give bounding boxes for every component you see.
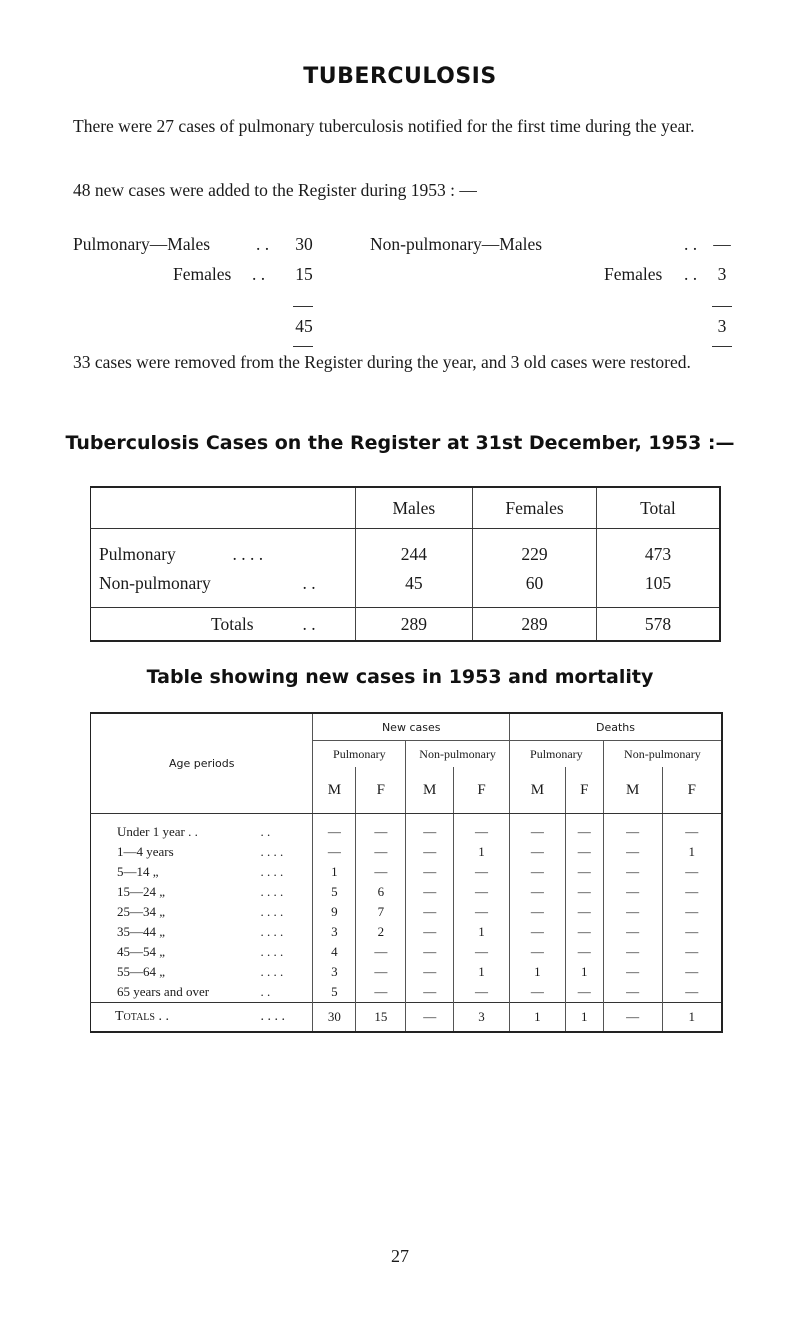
sex-header-m: M — [603, 767, 662, 814]
new-pulm-f-cell: — — [356, 842, 406, 862]
new-nonpulm-m-cell: — — [406, 882, 454, 902]
register-row-label — [91, 571, 356, 608]
register-totals-total: 578 — [596, 608, 720, 642]
totals-new-nonpulm-f: 3 — [454, 1003, 510, 1033]
sex-header-m: M — [406, 767, 454, 814]
mortality-row — [91, 982, 723, 1003]
sex-header-m: M — [313, 767, 356, 814]
deaths-pulm-m-cell: — — [509, 942, 565, 962]
deaths-pulm-f-cell: — — [565, 842, 603, 862]
new-pulm-f-cell: 6 — [356, 882, 406, 902]
leader-dots: . . . . — [260, 964, 284, 979]
mortality-body — [91, 814, 723, 1003]
nonpulmonary-females-label: Females — [604, 264, 663, 284]
deaths-nonpulm-m-cell: — — [603, 902, 662, 922]
leader-dots: . . . . — [260, 1009, 285, 1024]
leader-dots: . . — [302, 573, 316, 593]
mortality-totals-row — [91, 1003, 723, 1033]
age-period-text: 55—64 „ — [117, 964, 166, 979]
removed-paragraph: 33 cases were removed from the Register during the year, and 3 old cases were restored. — [73, 352, 691, 372]
leader-dots: . . . . — [260, 924, 284, 939]
register-header-females: Females — [473, 487, 597, 529]
age-period-cell — [91, 814, 313, 843]
deaths-nonpulm-m-cell: — — [603, 962, 662, 982]
new-nonpulm-f-cell: — — [454, 902, 510, 922]
deaths-nonpulm-f-cell: — — [662, 982, 722, 1003]
new-pulm-f-cell: 7 — [356, 902, 406, 922]
new-cases-line: 48 new cases were added to the Register during 1953 : — — [73, 180, 477, 200]
new-pulm-f-cell: 2 — [356, 922, 406, 942]
register-table — [90, 486, 721, 642]
totals-deaths-pulm-m: 1 — [509, 1003, 565, 1033]
leader-dots: . . . . — [260, 844, 284, 859]
deaths-pulm-m-cell: 1 — [509, 962, 565, 982]
register-heading: Tuberculosis Cases on the Register at 31st December, 1953 :— — [65, 432, 735, 454]
pulmonary-total-value: 45 — [295, 316, 313, 336]
new-pulm-f-cell: — — [356, 814, 406, 843]
totals-deaths-nonpulm-f: 1 — [662, 1003, 722, 1033]
new-nonpulm-f-cell: 1 — [454, 962, 510, 982]
new-pulm-m-cell: 4 — [313, 942, 356, 962]
new-pulm-f-cell: — — [356, 962, 406, 982]
new-nonpulm-m-cell: — — [406, 862, 454, 882]
age-period-text: 65 years and over — [117, 984, 210, 999]
register-cell-total: 473 — [596, 529, 720, 572]
new-pulm-m-cell: — — [313, 814, 356, 843]
register-totals-males: 289 — [355, 608, 473, 642]
register-header-males: Males — [355, 487, 473, 529]
mortality-totals-label — [91, 1003, 313, 1033]
deaths-nonpulm-f-cell: — — [662, 962, 722, 982]
age-period-text: Under 1 year . . — [117, 824, 198, 839]
totals-deaths-nonpulm-m: — — [603, 1003, 662, 1033]
register-row-label — [91, 529, 356, 572]
new-nonpulm-f-cell: — — [454, 882, 510, 902]
new-nonpulm-m-cell: — — [406, 982, 454, 1003]
new-nonpulm-f-cell: 1 — [454, 922, 510, 942]
sum-rule — [293, 306, 313, 307]
register-header-row — [91, 487, 721, 529]
new-nonpulm-m-cell: — — [406, 902, 454, 922]
totals-new-nonpulm-m: — — [406, 1003, 454, 1033]
deaths-nonpulm-f-cell: — — [662, 814, 722, 843]
new-pulm-m-cell: 5 — [313, 882, 356, 902]
mortality-row — [91, 862, 723, 882]
sum-rule — [293, 346, 313, 347]
deaths-nonpulm-f-cell: — — [662, 902, 722, 922]
row-label-text: Pulmonary — [99, 543, 176, 564]
sex-header-f: F — [565, 767, 603, 814]
age-period-cell — [91, 982, 313, 1003]
deaths-nonpulm-f-cell: — — [662, 922, 722, 942]
deaths-pulm-f-cell: — — [565, 922, 603, 942]
mortality-row — [91, 882, 723, 902]
age-period-text: 25—34 „ — [117, 904, 166, 919]
age-period-text: 5—14 „ — [117, 864, 159, 879]
mortality-row — [91, 842, 723, 862]
leader-dots: . . . . — [260, 864, 284, 879]
leader-dots: . . — [252, 264, 266, 284]
leader-dots: . . — [260, 824, 271, 839]
leader-dots: . . — [684, 234, 698, 254]
row-label-text: Non-pulmonary — [99, 573, 211, 593]
register-totals-females: 289 — [473, 608, 597, 642]
new-pulm-m-cell: 3 — [313, 922, 356, 942]
new-nonpulmonary-header: Non-pulmonary — [406, 741, 510, 768]
sum-rule — [712, 346, 732, 347]
mortality-row — [91, 962, 723, 982]
register-totals-row — [91, 608, 721, 642]
nonpulmonary-males-label: Non-pulmonary—Males — [370, 234, 543, 254]
mortality-row — [91, 814, 723, 843]
new-nonpulm-f-cell: — — [454, 982, 510, 1003]
deaths-pulm-f-cell: — — [565, 862, 603, 882]
age-period-cell — [91, 942, 313, 962]
deaths-header: Deaths — [509, 713, 722, 741]
new-pulm-f-cell: — — [356, 942, 406, 962]
page-number: 27 — [391, 1246, 409, 1266]
deaths-nonpulm-m-cell: — — [603, 862, 662, 882]
new-nonpulm-m-cell: — — [406, 962, 454, 982]
new-nonpulm-f-cell: — — [454, 942, 510, 962]
register-row-nonpulmonary — [91, 571, 721, 608]
register-cell-males: 45 — [355, 571, 473, 608]
leader-dots: . . — [260, 984, 271, 999]
pulmonary-females-value: 15 — [295, 264, 313, 284]
totals-new-pulm-m: 30 — [313, 1003, 356, 1033]
register-row-pulmonary — [91, 529, 721, 572]
age-period-cell — [91, 882, 313, 902]
new-pulm-m-cell: 5 — [313, 982, 356, 1003]
new-nonpulm-m-cell: — — [406, 842, 454, 862]
leader-dots: . . — [302, 613, 316, 634]
deaths-pulm-m-cell: — — [509, 902, 565, 922]
deaths-nonpulmonary-header: Non-pulmonary — [603, 741, 722, 768]
deaths-nonpulm-m-cell: — — [603, 922, 662, 942]
new-nonpulm-f-cell: 1 — [454, 842, 510, 862]
register-header-blank — [91, 487, 356, 529]
totals-new-pulm-f: 15 — [356, 1003, 406, 1033]
new-pulm-m-cell: 9 — [313, 902, 356, 922]
sex-header-f: F — [356, 767, 406, 814]
register-cell-females: 60 — [473, 571, 597, 608]
deaths-nonpulm-f-cell: — — [662, 862, 722, 882]
leader-dots: . . — [256, 234, 270, 254]
sex-header-f: F — [454, 767, 510, 814]
nonpulmonary-males-value: — — [713, 234, 731, 254]
register-cell-total: 105 — [596, 571, 720, 608]
register-cell-males: 244 — [355, 529, 473, 572]
leader-dots: . . — [684, 264, 698, 284]
deaths-pulm-m-cell: — — [509, 922, 565, 942]
new-pulm-m-cell: 1 — [313, 862, 356, 882]
deaths-nonpulm-m-cell: — — [603, 982, 662, 1003]
age-period-cell — [91, 862, 313, 882]
deaths-pulm-m-cell: — — [509, 982, 565, 1003]
register-cell-females: 229 — [473, 529, 597, 572]
sum-rule — [712, 306, 732, 307]
leader-dots: . . . . — [260, 904, 284, 919]
deaths-pulm-f-cell: — — [565, 902, 603, 922]
totals-label-text: Totals — [211, 613, 254, 634]
nonpulmonary-females-value: 3 — [717, 264, 727, 284]
deaths-pulm-f-cell: — — [565, 882, 603, 902]
sex-header-m: M — [509, 767, 565, 814]
deaths-pulm-f-cell: 1 — [565, 962, 603, 982]
deaths-pulm-f-cell: — — [565, 982, 603, 1003]
pulmonary-males-label: Pulmonary—Males — [73, 234, 211, 254]
deaths-pulm-m-cell: — — [509, 842, 565, 862]
deaths-pulm-m-cell: — — [509, 882, 565, 902]
age-periods-header: Age periods — [91, 713, 313, 814]
mortality-row — [91, 902, 723, 922]
new-pulmonary-header: Pulmonary — [313, 741, 406, 768]
new-nonpulm-m-cell: — — [406, 942, 454, 962]
new-nonpulm-f-cell: — — [454, 862, 510, 882]
deaths-nonpulm-f-cell: — — [662, 882, 722, 902]
new-pulm-m-cell: 3 — [313, 962, 356, 982]
mortality-group-header-row — [91, 713, 723, 741]
leader-dots: . . . . — [260, 944, 284, 959]
deaths-nonpulm-m-cell: — — [603, 814, 662, 843]
leader-dots: . . . . — [232, 543, 264, 564]
new-nonpulm-m-cell: — — [406, 814, 454, 843]
mortality-table — [90, 712, 723, 1033]
mortality-heading: Table showing new cases in 1953 and mortality — [146, 666, 654, 688]
age-period-cell — [91, 902, 313, 922]
deaths-nonpulm-m-cell: — — [603, 882, 662, 902]
age-period-text: 35—44 „ — [117, 924, 166, 939]
age-period-cell — [91, 962, 313, 982]
deaths-pulm-m-cell: — — [509, 814, 565, 843]
sex-header-f: F — [662, 767, 722, 814]
deaths-pulmonary-header: Pulmonary — [509, 741, 603, 768]
nonpulmonary-total-value: 3 — [717, 316, 727, 336]
age-period-cell — [91, 842, 313, 862]
deaths-pulm-f-cell: — — [565, 942, 603, 962]
deaths-nonpulm-m-cell: — — [603, 942, 662, 962]
pulmonary-males-value: 30 — [295, 234, 313, 254]
age-period-text: 1—4 years — [117, 844, 174, 859]
totals-label-text: Totals . . — [115, 1009, 169, 1024]
register-header-total: Total — [596, 487, 720, 529]
new-nonpulm-m-cell: — — [406, 922, 454, 942]
age-period-cell — [91, 922, 313, 942]
mortality-row — [91, 942, 723, 962]
deaths-pulm-f-cell: — — [565, 814, 603, 843]
deaths-nonpulm-m-cell: — — [603, 842, 662, 862]
mortality-row — [91, 922, 723, 942]
age-period-text: 45—54 „ — [117, 944, 166, 959]
new-pulm-f-cell: — — [356, 862, 406, 882]
new-nonpulm-f-cell: — — [454, 814, 510, 843]
age-period-text: 15—24 „ — [117, 884, 166, 899]
totals-deaths-pulm-f: 1 — [565, 1003, 603, 1033]
page-title: TUBERCULOSIS — [303, 64, 497, 89]
new-pulm-m-cell: — — [313, 842, 356, 862]
pulmonary-females-label: Females — [173, 264, 232, 284]
deaths-pulm-m-cell: — — [509, 862, 565, 882]
new-cases-header: New cases — [313, 713, 510, 741]
intro-paragraph: There were 27 cases of pulmonary tuberculosis notified for the first time during the year. — [73, 116, 695, 136]
register-totals-label — [91, 608, 356, 642]
leader-dots: . . . . — [260, 884, 284, 899]
new-pulm-f-cell: — — [356, 982, 406, 1003]
deaths-nonpulm-f-cell: 1 — [662, 842, 722, 862]
deaths-nonpulm-f-cell: — — [662, 942, 722, 962]
